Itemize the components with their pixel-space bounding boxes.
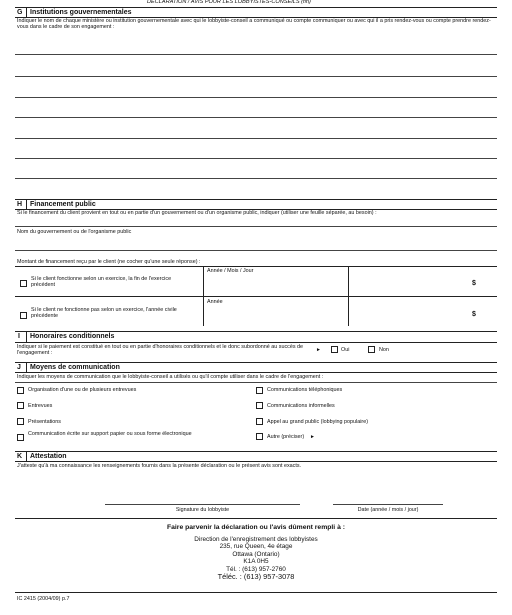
grassroots-label: Appel au grand public (lobbying populaire) — [267, 419, 368, 425]
section-i-title-rule — [15, 342, 497, 343]
grassroots-checkbox[interactable] — [256, 418, 263, 425]
section-k-letter: K — [17, 453, 23, 460]
presentations-label: Présentations — [28, 419, 61, 425]
section-h-divider — [26, 199, 27, 209]
address-line: Téléc. : (613) 957-3078 — [217, 572, 295, 582]
form-header-title: DÉCLARATION / AVIS POUR LES LOBBYISTES-CONSEILS (fin) — [147, 0, 311, 5]
section-h-instruction-rule[interactable] — [15, 226, 497, 227]
signature-line[interactable] — [105, 504, 300, 505]
section-h-instruction: Si le financement du client provient en tout ou en partie d'un gouvernement ou d'un organisme public, indiquer (utiliser une feuille séparée, au besoin) : — [17, 210, 377, 216]
section-i-top-rule — [15, 331, 497, 332]
calendar-year-amount-currency: $ — [472, 311, 476, 318]
written-communication-checkbox[interactable] — [17, 434, 24, 441]
contingency-yes-label: Oui — [341, 347, 350, 353]
calendar-year-checkbox[interactable] — [20, 312, 27, 319]
address-line: Tél. : (613) 957-2760 — [226, 565, 286, 573]
attestation-statement: J'atteste qu'à ma connaissance les renseignements fournis dans la présente déclaration ou le présent avis sont exacts. — [17, 463, 302, 469]
section-g-top-rule — [15, 7, 497, 8]
section-i-title: Honoraires conditionnels — [30, 333, 115, 340]
section-k-top-rule — [15, 451, 497, 452]
communication-instruction-rule — [15, 382, 497, 383]
amount-label: Montant de financement reçu par le client (ne cocher qu'une seule réponse) : — [17, 259, 201, 265]
address-line: Ottawa (Ontario) — [232, 550, 280, 558]
writing-line — [15, 158, 497, 159]
fiscal-year-option-label: Si le client fonctionne selon un exercice, la fin de l'exercice précédent — [31, 276, 172, 289]
interviews-arranged-label: Organisation d'une ou de plusieurs entrevues — [28, 387, 137, 393]
written-communication-label: Communication écrite sur support papier ou sous forme électronique — [28, 431, 192, 437]
arrow-right-icon: ► — [310, 434, 315, 440]
fiscal-year-date-label: Année / Mois / Jour — [207, 268, 254, 274]
footer-heading: Faire parvenir la déclaration ou l'avis dûment rempli à : — [166, 524, 345, 531]
fiscal-year-checkbox[interactable] — [20, 280, 27, 287]
section-j-divider — [26, 362, 27, 372]
informal-communication-label: Communications informelles — [267, 403, 335, 409]
section-h-letter: H — [17, 201, 23, 208]
contingency-yes-checkbox[interactable] — [331, 346, 338, 353]
calendar-year-date-label: Année — [207, 299, 223, 305]
other-label: Autre (préciser) — [267, 434, 305, 440]
date-line[interactable] — [333, 504, 443, 505]
fiscal-year-amount-currency: $ — [472, 280, 476, 287]
section-j-letter: J — [17, 364, 21, 371]
address-line: Direction de l'enregistrement des lobbyistes — [194, 536, 318, 543]
interviews-label: Entrevues — [28, 403, 53, 409]
address-line: 235, rue Queen, 4e étage — [219, 543, 293, 551]
section-j-title: Moyens de communication — [30, 364, 120, 371]
gov-name-label: Nom du gouvernement ou de l'organisme public — [17, 229, 132, 235]
section-g-title: Institutions gouvernementales — [30, 9, 132, 16]
section-h-title: Financement public — [30, 201, 96, 208]
writing-line — [15, 138, 497, 139]
section-j-top-rule — [15, 362, 497, 363]
writing-line — [15, 117, 497, 118]
gov-name-field[interactable] — [15, 250, 497, 251]
section-k-title: Attestation — [30, 453, 67, 460]
form-code: IC 2415 (2004/09) p.7 — [17, 596, 70, 602]
amount-table-top — [15, 266, 497, 267]
writing-line — [15, 97, 497, 98]
interviews-arranged-checkbox[interactable] — [17, 387, 24, 394]
interviews-checkbox[interactable] — [17, 402, 24, 409]
arrow-right-icon: ► — [316, 347, 321, 353]
date-label: Date (année / mois / jour) — [357, 507, 419, 513]
writing-line — [15, 178, 497, 179]
calendar-year-option-label: Si le client ne fonctionne pas selon un exercice, l'année civile précédente — [31, 307, 177, 320]
address-line: K1A 0H5 — [243, 558, 269, 566]
section-h-top-rule — [15, 199, 497, 200]
section-g-divider — [26, 7, 27, 17]
telephone-checkbox[interactable] — [256, 387, 263, 394]
telephone-label: Communications téléphoniques — [267, 387, 343, 393]
presentations-checkbox[interactable] — [17, 418, 24, 425]
section-i-letter: I — [18, 333, 20, 340]
section-g-instruction: Indiquer le nom de chaque ministère ou institution gouvernementale avec qui le lobbyiste-conseil a communiqué ou compte communiquer ou avec qui il a pris rendez-vous ou compte prendre rendez-vous dans le cadre de son engagement : — [17, 18, 491, 31]
amount-table-mid — [15, 296, 497, 297]
section-i-divider — [26, 331, 27, 342]
footer-bottom-rule — [15, 592, 497, 593]
contingency-no-label: Non — [379, 347, 389, 353]
signature-label: Signature du lobbyiste — [175, 507, 230, 513]
writing-line — [15, 54, 497, 55]
section-k-bottom-rule — [15, 518, 497, 519]
communication-instruction: Indiquer les moyens de communication que le lobbyiste-conseil a utilisés ou qu'il compte utiliser dans le cadre de l'engagement : — [17, 374, 324, 380]
contingency-question: Indiquer si le paiement est constitué en tout ou en partie d'honoraires conditionnels et le donc subordonné au succès de l'engagement : — [17, 344, 304, 357]
section-g-letter: G — [17, 9, 23, 16]
contingency-no-checkbox[interactable] — [368, 346, 375, 353]
section-j-title-rule — [15, 372, 497, 373]
informal-communication-checkbox[interactable] — [256, 402, 263, 409]
section-k-divider — [26, 451, 27, 461]
writing-line — [15, 76, 497, 77]
other-checkbox[interactable] — [256, 433, 263, 440]
footer-address — [110, 536, 402, 580]
section-k-title-rule — [15, 461, 497, 462]
